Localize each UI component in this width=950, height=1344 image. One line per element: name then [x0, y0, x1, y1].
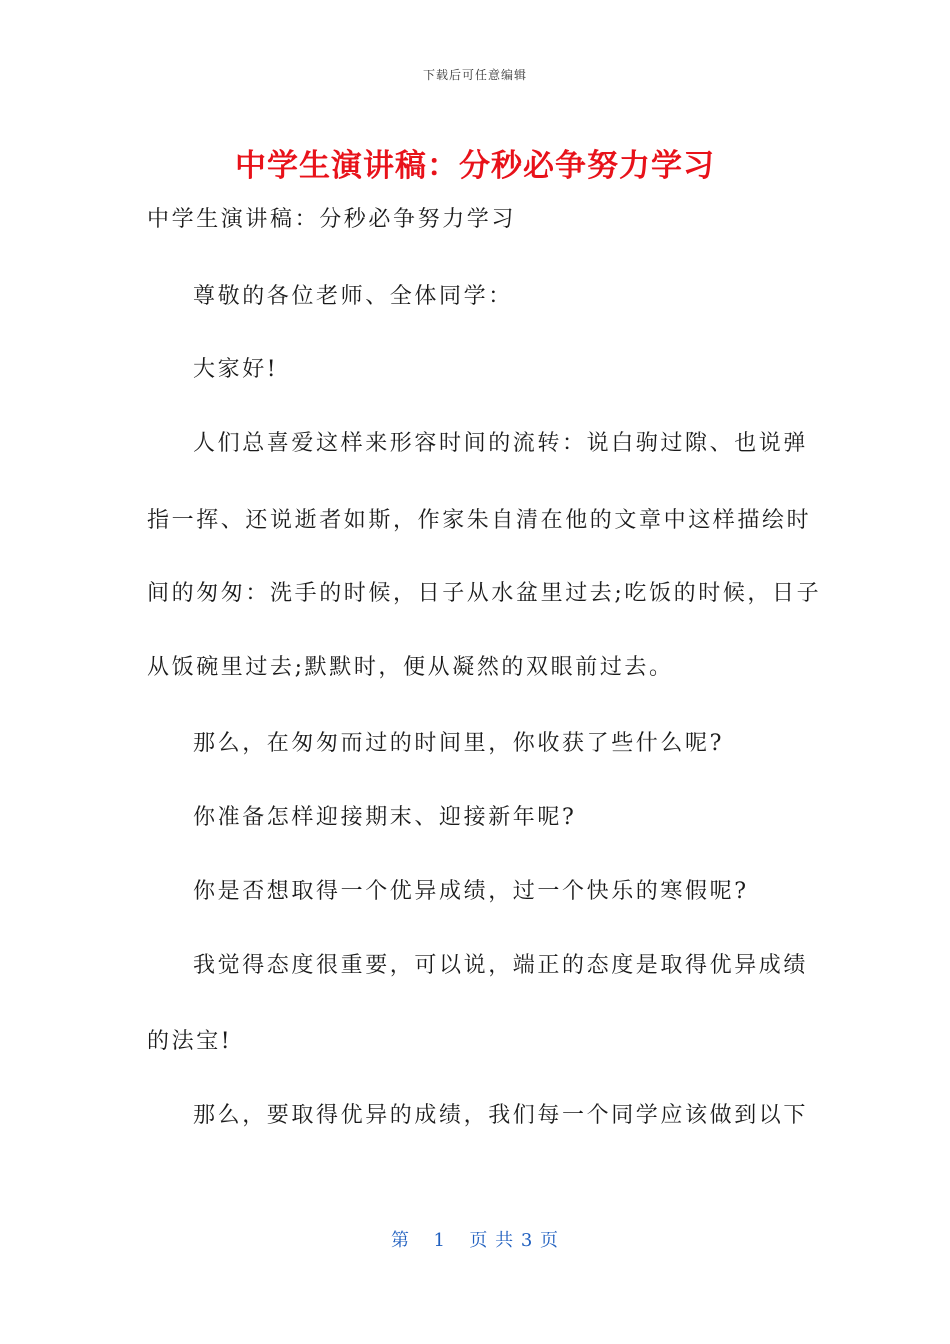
document-title: 中学生演讲稿：分秒必争努力学习: [235, 148, 715, 184]
footer-prefix: 第: [390, 1230, 410, 1251]
paragraph-line: 你准备怎样迎接期末、迎接新年呢?: [193, 805, 577, 830]
subtitle-line: 中学生演讲稿：分秒必争努力学习: [147, 207, 517, 232]
paragraph-line: 从饭碗里过去;默默时，便从凝然的双眼前过去。: [147, 655, 674, 680]
paragraph-line: 那么，要取得优异的成绩，我们每一个同学应该做到以下: [193, 1103, 809, 1128]
current-page-number: 1: [433, 1230, 446, 1251]
salutation-line: 大家好!: [193, 357, 279, 382]
footer-middle: 页 共: [469, 1230, 515, 1251]
header-note: 下载后可任意编辑: [422, 68, 527, 82]
paragraph-line: 人们总喜爱这样来形容时间的流转：说白驹过隙、也说弹: [193, 431, 809, 456]
paragraph-line: 那么，在匆匆而过的时间里，你收获了些什么呢?: [193, 731, 724, 756]
page-footer: [0, 1226, 950, 1252]
paragraph-line: 你是否想取得一个优异成绩，过一个快乐的寒假呢?: [193, 879, 749, 904]
greeting-line: 尊敬的各位老师、全体同学：: [193, 284, 513, 309]
paragraph-line: 指一挥、还说逝者如斯，作家朱自清在他的文章中这样描绘时: [147, 508, 812, 533]
paragraph-line: 的法宝!: [147, 1029, 233, 1054]
paragraph-line: 间的匆匆：洗手的时候，日子从水盆里过去;吃饭的时候，日子: [147, 581, 822, 606]
paragraph-line: 我觉得态度很重要，可以说，端正的态度是取得优异成绩: [193, 953, 809, 978]
footer-suffix: 页: [540, 1230, 560, 1251]
total-page-number: 3: [520, 1230, 534, 1251]
